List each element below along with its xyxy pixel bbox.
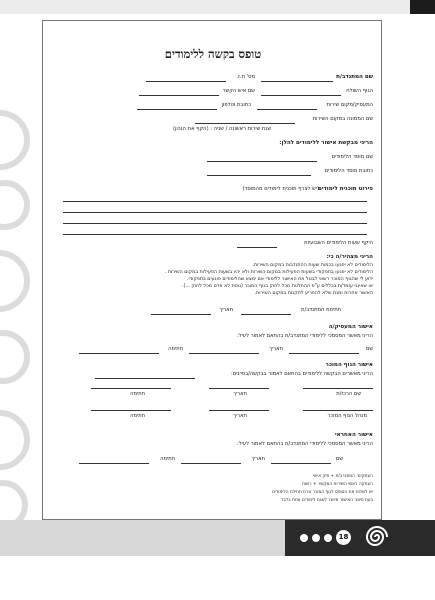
declaration-heading: הריני מצהיר/ה כי: <box>326 254 373 260</box>
recognized-body-heading: אישור הגוף המוכר <box>325 362 373 368</box>
employer-approval-text: הריני מאשר המסמכי ללימודי המתנדב/ת בהתאם לאמור לעיל: <box>237 333 373 339</box>
employer-approval-heading: אישור המעסיק/ה <box>328 324 373 330</box>
recognized-body-text: הריני מאשרים הבקשה ללימודים בהתאם לאמור בבקשה/בסייגים: <box>230 371 373 377</box>
responsible-name-field[interactable] <box>271 463 331 464</box>
declaration-text: הלימודים לא יפגעו בכמות שעות ההתנדבות במקום השירות. הלימודים לא יפגעו בתפקודי בשעות הפעילות במקום השירות ולא יהיו בשעות הפעילות במקום השירות . ידוע לי שהגוף המוכר רשאי לבטל את האישור ללימודי אם ימצא שהלימודים פוגעים בתפקודי. או שאינני עומד/ת בכללים ע"פ ההחלטת מכל לחוק בגוף המוכר (נוסח לא אדם מכל לחוק ...). האשור אחרות ומנת שלא להפריע לתקנות במקום השירות. <box>164 263 373 296</box>
director-label: מנהל הגוף המוכר <box>327 413 367 419</box>
employer-name-label: שם <box>365 346 373 352</box>
swirl-logo-icon <box>364 524 390 550</box>
responsible-date-label: תאריך <box>251 456 265 462</box>
top-band-light <box>0 0 410 14</box>
director-signature-field[interactable] <box>91 410 171 411</box>
address-phone-field[interactable] <box>137 109 217 110</box>
form-frame <box>42 20 382 520</box>
declaration-date-field[interactable] <box>151 314 211 315</box>
volunteer-signature-label: חתימת המתנדב/ת <box>301 307 341 313</box>
footer-dot-icon <box>300 534 308 542</box>
contact-name-label: שם איש הקשר <box>222 88 255 94</box>
contact-name-field[interactable] <box>139 95 219 96</box>
id-field[interactable] <box>146 81 226 82</box>
declaration-date-label: תאריך <box>219 307 233 313</box>
program-line-1[interactable] <box>63 201 367 202</box>
responsible-name-label: שם <box>335 456 343 462</box>
name-label: שם המתנדב/ת <box>336 74 373 80</box>
institution-heading: הריני מבקשת אישור ללימודים להלן: <box>279 140 373 146</box>
responsible-signature-field[interactable] <box>79 463 149 464</box>
id-label: מס' ת.ז. <box>236 74 255 80</box>
director-signature-label: חתימה <box>130 413 145 419</box>
program-line-4[interactable] <box>63 234 367 235</box>
director-name-field[interactable] <box>303 410 373 411</box>
director-date-label: תאריך <box>233 413 247 419</box>
employer-name-field[interactable] <box>289 353 359 354</box>
employer-signature-field[interactable] <box>79 353 159 354</box>
coordinator-name-field[interactable] <box>303 388 373 389</box>
employer-field[interactable] <box>257 109 317 110</box>
program-note: (יש לצרף תוכנית לימודים מהמוסד) <box>242 186 319 192</box>
hours-label: היקף שעות הלימודים השבועיות <box>304 240 373 246</box>
responsible-signature-label: חתימה <box>160 456 175 462</box>
hours-field[interactable] <box>237 247 277 248</box>
coordinator-signature-field[interactable] <box>91 388 171 389</box>
service-year-label: שנת שירות ראשונה / שניה : (הקף את הנכון) <box>172 126 271 132</box>
institution-name-label: שם מוסד הלימודים <box>331 154 373 160</box>
footer-dot-icon <box>312 534 320 542</box>
director-date-field[interactable] <box>209 410 269 411</box>
coordinator-date-field[interactable] <box>209 388 269 389</box>
coordinator-label: שם הרכז/ת <box>336 391 361 397</box>
institution-address-label: כתובת מוסד הלימודים <box>324 168 373 174</box>
supervisor-field[interactable] <box>195 123 295 124</box>
footer-dot-icon <box>324 534 332 542</box>
volunteer-signature-field[interactable] <box>241 314 291 315</box>
decorative-swirl <box>0 110 40 530</box>
page-number: 18 <box>336 530 351 545</box>
supervisor-label: שם הממונה במקום השירות <box>312 116 373 122</box>
name-field[interactable] <box>261 81 333 82</box>
top-band <box>0 0 435 14</box>
coordinator-signature-label: חתימה <box>130 391 145 397</box>
responsible-approval-heading: אישור האחראי <box>334 432 373 438</box>
employer-signature-label: חתימה <box>168 346 183 352</box>
institution-name-field[interactable] <box>207 161 317 162</box>
responsible-date-field[interactable] <box>181 463 241 464</box>
form-title: טופס בקשה ללימודים <box>164 47 262 61</box>
program-heading: פירוט תוכנית לימודים <box>317 186 373 192</box>
employer-date-field[interactable] <box>189 353 259 354</box>
address-phone-label: כתובת וטלפון <box>221 102 251 108</box>
program-line-2[interactable] <box>63 212 367 213</box>
responsible-approval-text: הריני מאשר המסמכי ללימודי המתנדב/ת בהתאם לאמור לעיל: <box>237 441 373 447</box>
program-line-3[interactable] <box>63 223 367 224</box>
sending-body-field[interactable] <box>261 95 341 96</box>
footnotes: העתקים: המתנדב/ת + תיק אישי העתקה ראשי השירות המקשר + רשות יש לשלוח את הטופס לגוף המוכר טרם תחילת הלימודים בעת סיום: האישור מיועד לשנת לימודים אחת בלבד <box>272 474 373 503</box>
institution-address-field[interactable] <box>207 175 311 176</box>
employer-date-label: תאריך <box>269 346 283 352</box>
recognized-body-conditions-field[interactable] <box>95 378 195 379</box>
coordinator-date-label: תאריך <box>233 391 247 397</box>
sending-body-label: הגוף השולח <box>346 88 373 94</box>
employer-label: המעסיק/מקום שירות <box>326 102 373 108</box>
